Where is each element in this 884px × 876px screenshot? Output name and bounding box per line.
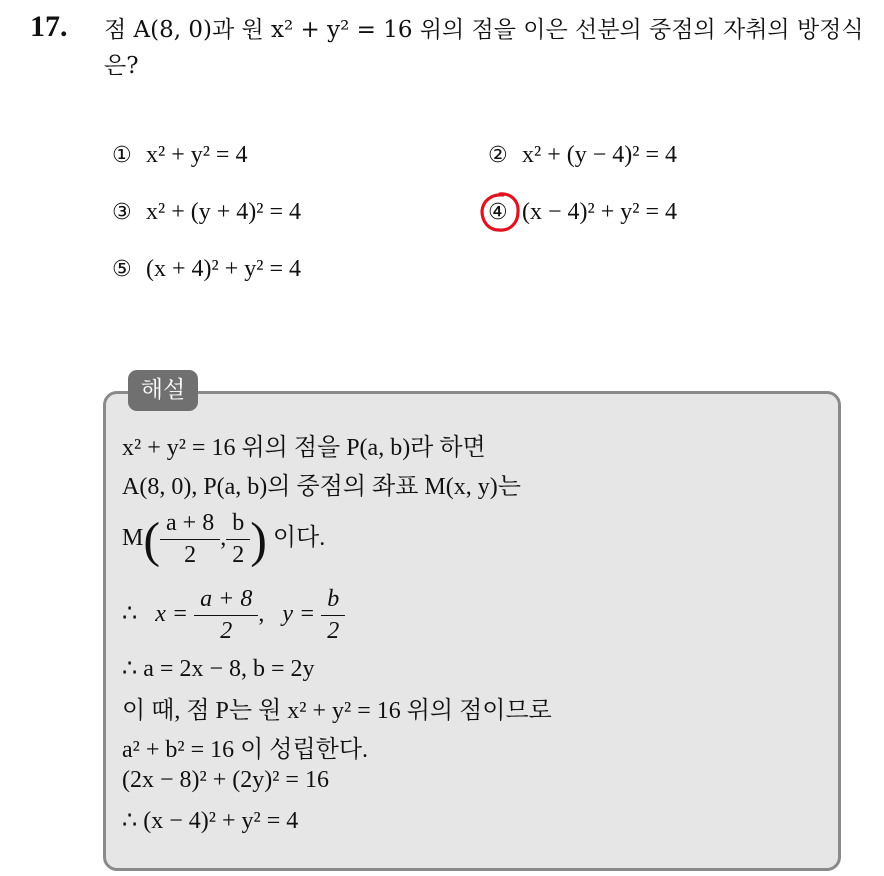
- solution-line-6: 이 때, 점 P는 원 x² + y² = 16 위의 점이므로: [122, 698, 552, 724]
- midpoint-label: M: [122, 525, 144, 552]
- fraction-b-num: b: [327, 586, 340, 612]
- choice-1[interactable]: [112, 142, 247, 169]
- solution-line-4: ∴ x = $\frac{a + 8}{2}$ , y = $\frac{b}{2}$: [122, 586, 345, 645]
- question-text: 점 A(8, 0)과 원 x² + y² = 16 위의 점을 이은 선분의 중점의 자취의 방정식은?: [104, 17, 864, 79]
- solution-line-7: a² + b² = 16 이 성립한다.: [122, 737, 369, 763]
- fraction-y-num: b: [232, 510, 245, 536]
- solution-line-3: [122, 510, 325, 569]
- choice-2-mark: ②: [488, 143, 508, 168]
- fraction-y-den: 2: [226, 539, 250, 569]
- therefore-symbol: ∴: [122, 601, 138, 628]
- choice-3-text: x² + (y + 4)² = 4: [146, 199, 301, 225]
- solution-line-8: (2x − 8)² + (2y)² = 16: [122, 767, 329, 793]
- solution-line-2: A(8, 0), P(a, b)의 중점의 좌표 M(x, y)는: [122, 474, 521, 500]
- y-equals: y =: [282, 601, 316, 628]
- choice-5[interactable]: [112, 256, 301, 283]
- fraction-b-den: 2: [321, 615, 345, 645]
- choice-4-text: (x − 4)² + y² = 4: [522, 199, 677, 225]
- solution-line-9: ∴ (x − 4)² + y² = 4: [122, 808, 299, 834]
- fraction-b: [324, 586, 342, 645]
- fraction-x-num: a + 8: [166, 510, 215, 536]
- fraction-y: [229, 510, 247, 569]
- right-paren: ): [250, 511, 267, 568]
- fraction-x: [163, 510, 217, 569]
- x-equals: x =: [155, 601, 189, 628]
- choice-5-text: (x + 4)² + y² = 4: [146, 256, 301, 282]
- choice-4-mark: ④: [488, 200, 508, 225]
- choice-2[interactable]: [488, 142, 677, 169]
- solution-tag: 해설: [128, 370, 198, 411]
- comma: ,: [220, 525, 227, 552]
- choice-5-mark: ⑤: [112, 257, 132, 282]
- left-paren: (: [143, 511, 160, 568]
- fraction-a-num: a + 8: [200, 586, 253, 612]
- choice-3-mark: ③: [112, 200, 132, 225]
- question-number: 17.: [30, 10, 68, 43]
- choice-1-mark: ①: [112, 143, 132, 168]
- solution-line-1: x² + y² = 16 위의 점을 P(a, b)라 하면: [122, 435, 486, 461]
- choice-3[interactable]: [112, 199, 301, 226]
- choice-4[interactable]: [488, 199, 677, 226]
- fraction-a: [197, 586, 255, 645]
- choice-2-text: x² + (y − 4)² = 4: [522, 142, 677, 168]
- fraction-a-den: 2: [194, 615, 258, 645]
- choice-1-text: x² + y² = 4: [146, 142, 248, 168]
- solution-line-5: ∴ a = 2x − 8, b = 2y: [122, 656, 315, 682]
- fraction-x-den: 2: [160, 539, 220, 569]
- line-3-after: 이다.: [272, 525, 326, 552]
